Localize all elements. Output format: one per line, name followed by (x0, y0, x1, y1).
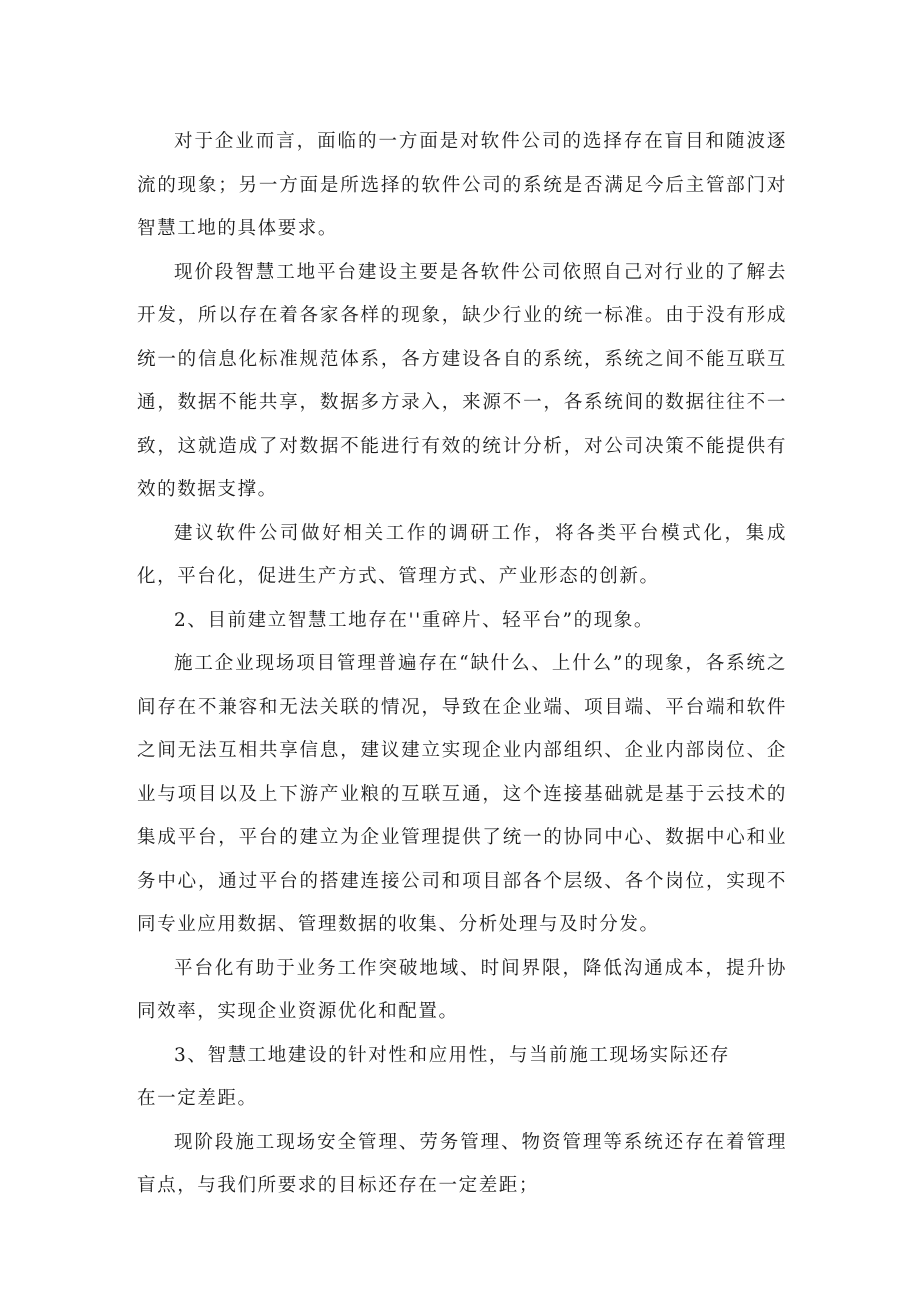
section-heading: 2、目前建立智慧工地存在''重碎片、轻平台”的现象。 (174, 609, 655, 631)
document-body (137, 120, 787, 1208)
paragraph: 平台化有助于业务工作突破地域、时间界限，降低沟通成本，提升协同效率，实现企业资源优化和配置。 (137, 957, 787, 1022)
section-heading-continuation: 在一定差距。 (137, 1088, 258, 1109)
paragraph: 施工企业现场项目管理普遍存在“缺什么、上什么”的现象，各系统之间存在不兼容和无法关联的情况，导致在企业端、项目端、平台端和软件之间无法互相共享信息，建议建立实现企业内部组织、企业内部岗位、企业与项目以及上下游产业粮的互联互通，这个连接基础就是基于云技术的集成平台，平台的建立为企业管理提供了统一的协同中心、数据中心和业务中心，通过平台的搭建连接公司和项目部各个层级、各个岗位，实现不同专业应用数据、管理数据的收集、分析处理与及时分发。 (137, 653, 787, 935)
paragraph: 建议软件公司做好相关工作的调研工作，将各类平台模式化，集成化，平台化，促进生产方式、管理方式、产业形态的创新。 (137, 522, 787, 587)
section-heading: 3、智慧工地建设的针对性和应用性，与当前施工现场实际还存 (174, 1044, 731, 1066)
paragraph: 现价段智慧工地平台建设主要是各软件公司依照自己对行业的了解去开发，所以存在着各家各样的现象，缺少行业的统一标准。由于没有形成统一的信息化标准规范体系，各方建设各自的系统，系统之间不能互联互通，数据不能共享，数据多方录入，来源不一，各系统间的数据往往不一致，这就造成了对数据不能进行有效的统计分析，对公司决策不能提供有效的数据支撑。 (137, 261, 787, 500)
paragraph: 对于企业而言，面临的一方面是对软件公司的选择存在盲目和随波逐流的现象；另一方面是所选择的软件公司的系统是否满足今后主管部门对智慧工地的具体要求。 (137, 131, 787, 239)
paragraph: 现阶段施工现场安全管理、劳务管理、物资管理等系统还存在着管理盲点，与我们所要求的目标还存在一定差距； (137, 1131, 787, 1196)
